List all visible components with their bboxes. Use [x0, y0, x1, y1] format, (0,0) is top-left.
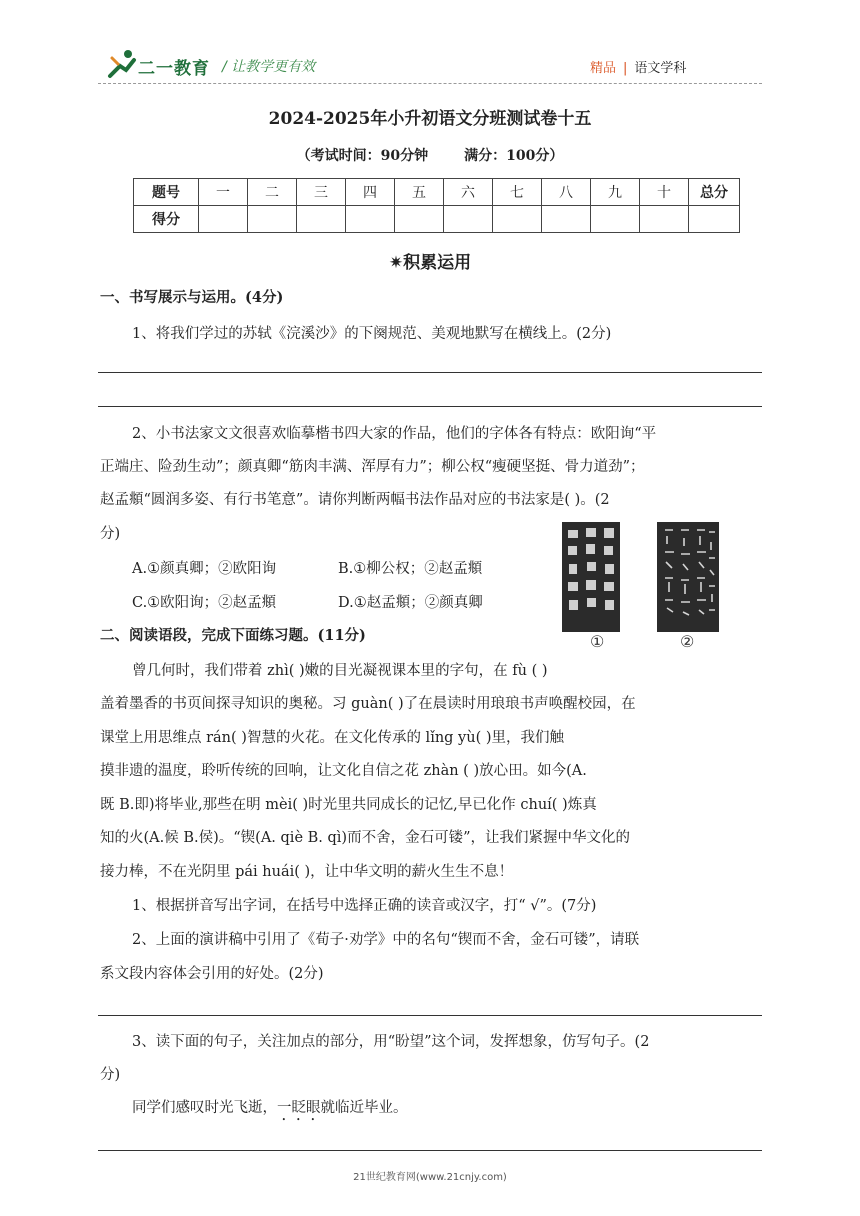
score-table-score-row	[134, 206, 740, 233]
q2-item2-line: 系文段内容体会引用的好处。(2分)	[100, 966, 324, 982]
image-label-2: ②	[680, 632, 695, 651]
answer-line	[98, 1015, 762, 1016]
passage-line: 知的火(A.候 B.侯)。“锲(A. qiè B. qì)而不舍，金石可镂”，让我们紧握中华文化的	[100, 830, 630, 846]
passage-line: 既 B.即)将毕业,那些在明 mèi( )时光里共同成长的记忆,早已化作 chuí( )炼真	[100, 797, 597, 813]
exam-time: （考试时间：90分钟	[296, 148, 429, 164]
score-input-cell[interactable]	[640, 206, 689, 233]
score-input-cell[interactable]	[444, 206, 493, 233]
q1-item2-line: 分)	[100, 526, 121, 542]
score-table	[133, 178, 740, 233]
table-cell: 九	[591, 179, 640, 206]
table-cell: 总分	[689, 179, 740, 206]
option-c: C.①欧阳询；②赵孟頫	[132, 595, 277, 611]
calligraphy-image-1	[562, 522, 620, 632]
exam-info	[0, 145, 860, 165]
answer-line	[98, 1150, 762, 1151]
header-divider	[98, 83, 762, 84]
score-input-cell[interactable]	[493, 206, 542, 233]
table-cell: 六	[444, 179, 493, 206]
example-sentence	[132, 1099, 408, 1124]
logo-runner-icon	[104, 48, 140, 80]
table-cell: 一	[199, 179, 248, 206]
passage-line: 曾几何时，我们带着 zhì( )嫩的目光凝视课本里的字句，在 fù ( )	[132, 663, 548, 679]
score-input-cell[interactable]	[248, 206, 297, 233]
q1-item2-line: 赵孟頫“圆润多姿、有行书笔意”。请你判断两幅书法作品对应的书法家是( )。(2	[100, 492, 610, 508]
logo-text: 二一教育	[138, 59, 210, 79]
table-cell: 四	[346, 179, 395, 206]
score-input-cell[interactable]	[297, 206, 346, 233]
image-label-1: ①	[590, 632, 605, 651]
answer-line	[98, 372, 762, 373]
q1-item2-line: 正端庄、险劲生动”；颜真卿“筋肉丰满、浑厚有力”；柳公权“瘦硬坚挺、骨力道劲”；	[100, 459, 645, 475]
q2-item3-line: 分)	[100, 1067, 121, 1083]
slogan: / 让教学更有效	[222, 59, 316, 75]
section-title: ✷积累运用	[388, 253, 472, 273]
score-input-cell[interactable]	[689, 206, 740, 233]
example-pre: 同学们感叹时光飞逝，	[132, 1100, 277, 1116]
table-cell: 五	[395, 179, 444, 206]
calligraphy-image-2	[657, 522, 719, 632]
header-right	[590, 57, 686, 76]
answer-line	[98, 406, 762, 407]
table-cell: 得分	[134, 206, 199, 233]
example-dotted: 一眨眼	[277, 1100, 321, 1116]
score-table-header-row	[134, 179, 740, 206]
quality-label: 精品	[590, 61, 617, 76]
header-separator: |	[623, 61, 628, 76]
score-input-cell[interactable]	[542, 206, 591, 233]
exam-full-score: 满分：100分）	[464, 148, 564, 164]
option-b: B.①柳公权；②赵孟頫	[338, 561, 483, 577]
table-cell: 七	[493, 179, 542, 206]
passage-line: 摸非遗的温度，聆听传统的回响，让文化自信之花 zhàn ( )放心田。如今(A.	[100, 763, 587, 779]
option-a: A.①颜真卿；②欧阳询	[132, 561, 277, 577]
passage-line: 课堂上用思维点 rán( )智慧的火花。在文化传承的 lǐng yù( )里，我们触	[100, 730, 565, 746]
score-input-cell[interactable]	[591, 206, 640, 233]
q2-item1: 1、根据拼音写出字词，在括号中选择正确的读音或汉字，打“ √”。(7分)	[132, 898, 597, 914]
table-cell: 二	[248, 179, 297, 206]
page-title: 2024-2025年小升初语文分班测试卷十五	[268, 109, 592, 129]
table-cell: 三	[297, 179, 346, 206]
table-cell: 八	[542, 179, 591, 206]
score-input-cell[interactable]	[199, 206, 248, 233]
table-cell: 十	[640, 179, 689, 206]
score-input-cell[interactable]	[346, 206, 395, 233]
example-post: 就临近毕业。	[320, 1100, 408, 1116]
q2-heading: 二、阅读语段，完成下面练习题。(11分)	[100, 627, 366, 644]
q2-item3-line: 3、读下面的句子，关注加点的部分，用“盼望”这个词，发挥想象，仿写句子。(2	[132, 1034, 650, 1050]
q1-item1: 1、将我们学过的苏轼《浣溪沙》的下阕规范、美观地默写在横线上。(2分)	[132, 326, 612, 342]
passage-line: 接力棒，不在光阴里 pái huái( )，让中华文明的薪火生生不息！	[100, 864, 514, 880]
q2-item2-line: 2、上面的演讲稿中引用了《荀子·劝学》中的名句“锲而不舍，金石可镂”，请联	[132, 932, 640, 948]
option-d: D.①赵孟頫；②颜真卿	[338, 595, 483, 611]
score-input-cell[interactable]	[395, 206, 444, 233]
q1-heading: 一、书写展示与运用。(4分)	[100, 289, 284, 306]
subject-label: 语文学科	[634, 61, 687, 76]
footer: 21世纪教育网(www.21cnjy.com)	[353, 1172, 507, 1183]
passage-line: 盖着墨香的书页间探寻知识的奥秘。习 guàn( )了在晨读时用琅琅书声唤醒校园，在	[100, 696, 636, 712]
table-cell: 题号	[134, 179, 199, 206]
q1-item2-line: 2、小书法家文文很喜欢临摹楷书四大家的作品，他们的字体各有特点：欧阳询“平	[132, 426, 657, 442]
